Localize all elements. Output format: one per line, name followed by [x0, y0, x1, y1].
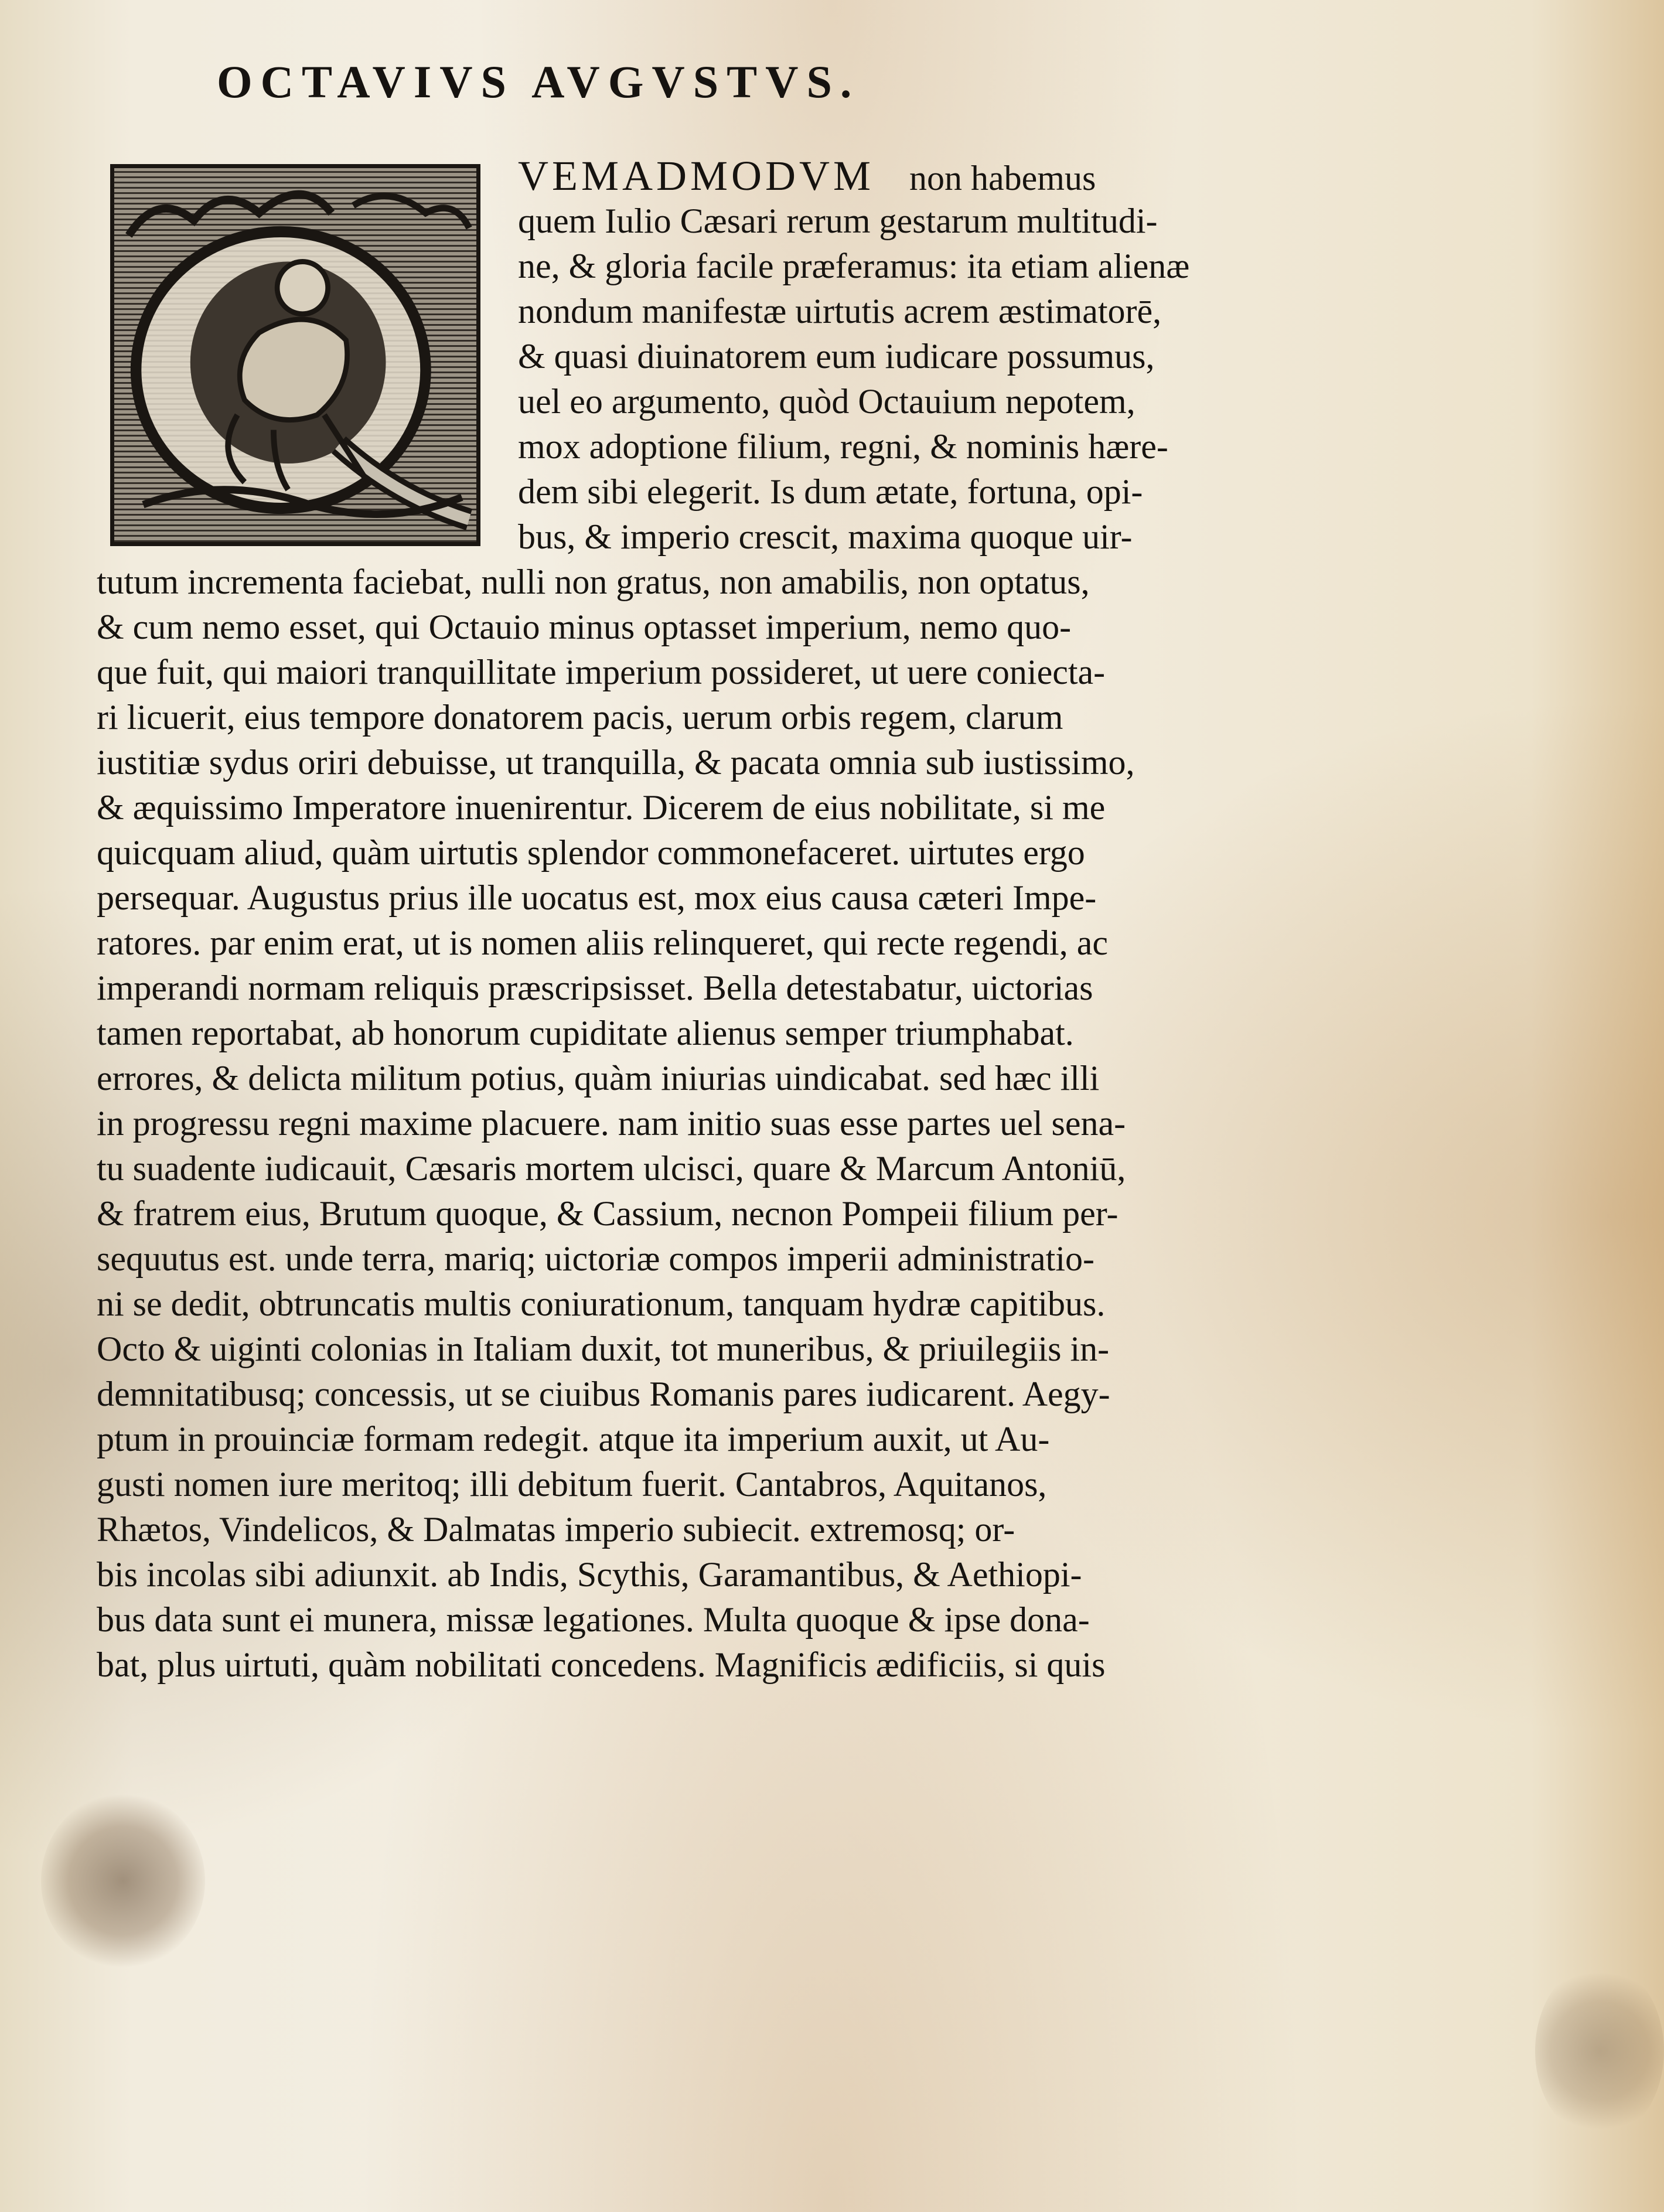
text-line: in progressu regni maxime placuere. nam initio suas esse partes uel sena- — [97, 1104, 1126, 1143]
text-line: ratores. par enim erat, ut is nomen aliis relinqueret, qui recte regendi, ac — [97, 923, 1108, 962]
text-line: Octo & uiginti colonias in Italiam duxit, tot muneribus, & priuilegiis in- — [97, 1330, 1110, 1368]
text-line: bat, plus uirtuti, quàm nobilitati concedens. Magnificis ædificiis, si quis — [97, 1645, 1106, 1684]
text-line: imperandi normam reliquis præscripsisset. Bella detestabatur, uictorias — [97, 969, 1093, 1007]
text-line: persequar. Augustus prius ille uocatus est, mox eius causa cæteri Impe- — [97, 878, 1097, 917]
foxing-stain — [41, 1793, 205, 1969]
text-line: quem Iulio Cæsari rerum gestarum multitudi- — [518, 202, 1158, 240]
text-line: iustitiæ sydus oriri debuisse, ut tranquilla, & pacata omnia sub iustissimo, — [97, 743, 1135, 782]
text-line: gusti nomen iure meritoq; illi debitum fuerit. Cantabros, Aquitanos, — [97, 1465, 1047, 1504]
text-line: que fuit, qui maiori tranquillitate imperium possideret, ut uere coniecta- — [97, 653, 1106, 691]
lead-small-caps: VEMADMODVM — [518, 152, 875, 199]
text-line: ne, & gloria facile præferamus: ita etiam alienæ — [518, 247, 1190, 285]
text-line: Rhætos, Vindelicos, & Dalmatas imperio subiecit. extremosq; or- — [97, 1510, 1015, 1549]
text-line: tamen reportabat, ab honorum cupiditate alienus semper triumphabat. — [97, 1014, 1074, 1052]
text-line: demnitatibusq; concessis, ut se ciuibus Romanis pares iudicarent. Aegy- — [97, 1375, 1110, 1413]
text-line-lead — [518, 154, 1096, 201]
text-line: tutum incrementa faciebat, nulli non gratus, non amabilis, non optatus, — [97, 563, 1090, 601]
decorated-initial — [110, 164, 480, 546]
lead-tail: non habemus — [909, 159, 1096, 197]
text-line: bus data sunt ei munera, missæ legationes. Multa quoque & ipse dona- — [97, 1600, 1090, 1639]
text-line: bus, & imperio crescit, maxima quoque uir- — [518, 517, 1133, 556]
text-line: mox adoptione filium, regni, & nominis hære- — [518, 427, 1168, 466]
text-line: ri licuerit, eius tempore donatorem pacis, uerum orbis regem, clarum — [97, 698, 1063, 737]
text-line: sequutus est. unde terra, mariq; uictoriæ compos imperii administratio- — [97, 1239, 1094, 1278]
text-line: & cum nemo esset, qui Octauio minus optasset imperium, nemo quo- — [97, 608, 1072, 646]
woodcut-initial-q — [114, 168, 476, 542]
foxing-stain — [1535, 1963, 1664, 2139]
text-line: tu suadente iudicauit, Cæsaris mortem ulcisci, quare & Marcum Antoniū, — [97, 1149, 1126, 1188]
text-line: ni se dedit, obtruncatis multis coniurationum, tanquam hydræ capitibus. — [97, 1284, 1106, 1323]
text-line: bis incolas sibi adiunxit. ab Indis, Scythis, Garamantibus, & Aethiopi- — [97, 1555, 1082, 1594]
text-line: & fratrem eius, Brutum quoque, & Cassium, necnon Pompeii filium per- — [97, 1194, 1119, 1233]
text-line: ptum in prouinciæ formam redegit. atque ita imperium auxit, ut Au- — [97, 1420, 1050, 1458]
running-head: OCTAVIVS AVGVSTVS. — [217, 56, 860, 107]
text-line: quicquam aliud, quàm uirtutis splendor commonefaceret. uirtutes ergo — [97, 833, 1085, 872]
text-line: & æquissimo Imperatore inuenirentur. Dicerem de eius nobilitate, si me — [97, 788, 1106, 827]
text-line: errores, & delicta militum potius, quàm iniurias uindicabat. sed hæc illi — [97, 1059, 1100, 1098]
text-line: uel eo argumento, quòd Octauium nepotem, — [518, 382, 1136, 421]
text-line: & quasi diuinatorem eum iudicare possumus, — [518, 337, 1155, 376]
text-line: nondum manifestæ uirtutis acrem æstimatorē, — [518, 292, 1162, 330]
text-line: dem sibi elegerit. Is dum ætate, fortuna, opi- — [518, 472, 1143, 511]
